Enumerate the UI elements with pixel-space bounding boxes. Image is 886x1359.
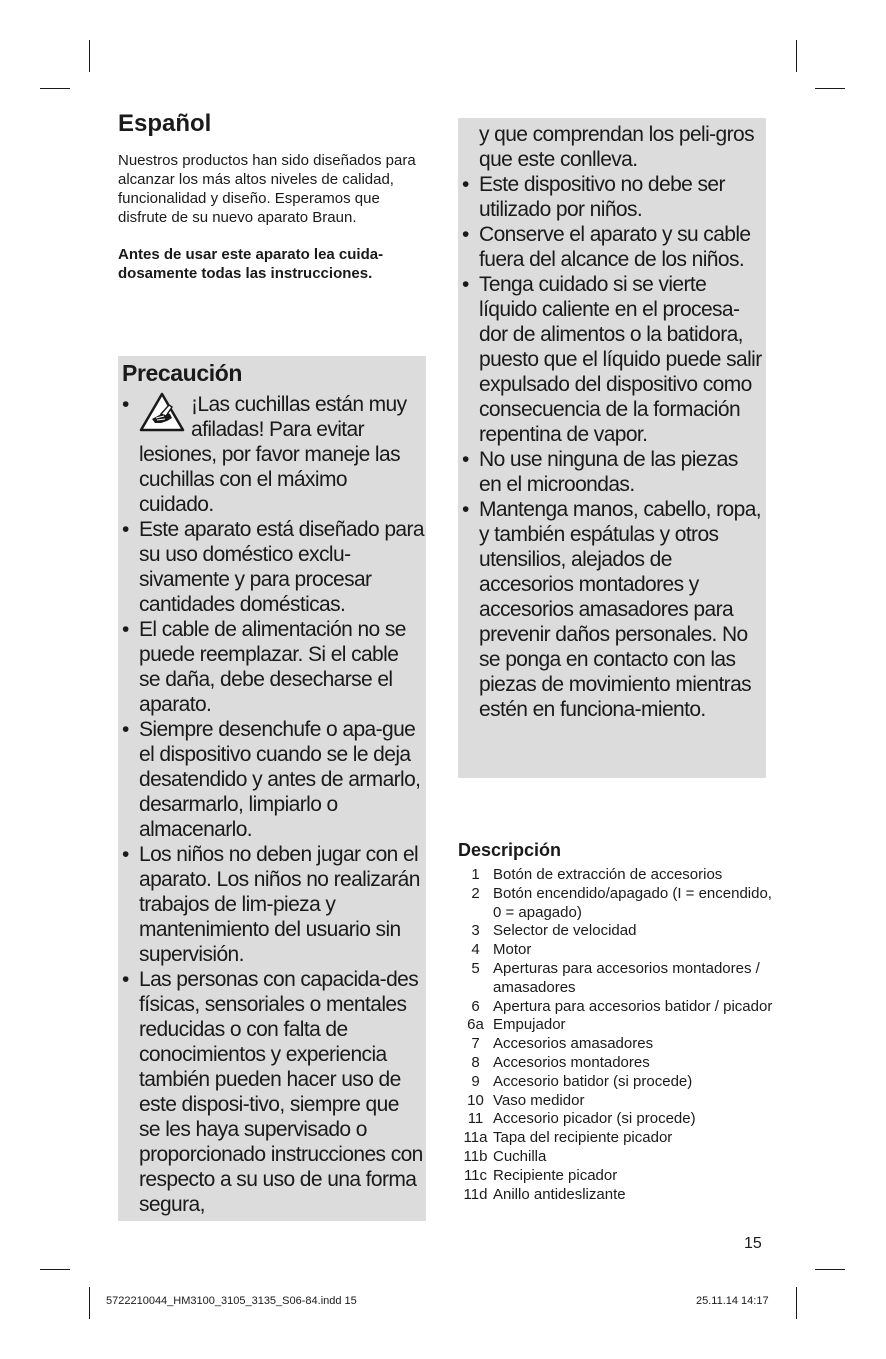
list-item-continuation	[462, 122, 764, 172]
caution-text: Mantenga manos, cabello, ropa, y también espátulas y otros utensilios, alejados de accesorios montadores y accesorios amasadores para prevenir daños personales. No se ponga en contacto con las piezas de movimiento mientras estén en funciona-miento.	[479, 498, 762, 721]
description-text: Botón de extracción de accesorios	[493, 866, 723, 883]
description-row	[458, 1073, 778, 1092]
description-row	[458, 885, 778, 923]
caution-title: Precaución	[122, 360, 242, 386]
crop-mark	[815, 88, 845, 89]
description-number: 5	[471, 959, 480, 977]
list-item	[462, 272, 764, 447]
description-text: Accesorios amasadores	[493, 1035, 654, 1053]
crop-mark	[89, 40, 90, 72]
intro-bold-paragraph: Antes de usar este aparato lea cuida-dosamente todas las instrucciones.	[118, 245, 384, 282]
list-item	[122, 842, 424, 967]
intro-section	[118, 110, 426, 283]
description-row	[458, 1110, 778, 1129]
caution-text: Tenga cuidado si se vierte líquido caliente en el procesa-dor de alimentos o la batidora, puesto que el líquido puede salir expulsado del dispositivo como consecuencia de la formación repentina de vapor.	[479, 273, 762, 446]
description-row	[458, 960, 778, 998]
crop-mark	[40, 1269, 70, 1270]
crop-mark	[815, 1269, 845, 1270]
description-text: Accesorios montadores	[493, 1053, 650, 1071]
description-text: Empujador	[493, 1016, 566, 1034]
list-item	[122, 392, 424, 517]
list-item	[122, 967, 424, 1217]
description-number: 1	[471, 866, 480, 883]
description-text: Aperturas para accesorios montadores / amasadores	[493, 959, 760, 996]
caution-list-right	[462, 122, 764, 722]
list-item	[122, 517, 424, 617]
description-number: 3	[471, 922, 480, 940]
description-number: 9	[471, 1072, 480, 1090]
description-text: Recipiente picador	[493, 1166, 618, 1184]
caution-text: Las personas con capacida-des físicas, sensoriales o mentales reducidas o con falta de conocimientos y experiencia también pueden hacer uso de este disposi-tivo, siempre que se les haya supervisado o proporcionado instrucciones con respecto a su uso de una forma segura,	[139, 968, 423, 1216]
list-item	[462, 447, 764, 497]
caution-text: Los niños no deben jugar con el aparato. Los niños no realizarán trabajos de lim-pieza y mantenimiento del usuario sin supervisión.	[139, 843, 420, 966]
description-row	[458, 866, 778, 885]
list-item	[462, 497, 764, 722]
caution-list-left	[122, 392, 424, 1217]
caution-text: Este dispositivo no debe ser utilizado por niños.	[479, 173, 725, 221]
description-number: 2	[471, 884, 480, 902]
footer-date: 25.11.14 14:17	[696, 1295, 769, 1307]
description-text: Selector de velocidad	[493, 922, 637, 940]
caution-text: y que comprendan los peli-gros que este conlleva.	[479, 123, 754, 171]
description-row	[458, 1016, 778, 1035]
list-item	[122, 617, 424, 717]
caution-text: No use ninguna de las piezas en el microondas.	[479, 448, 738, 496]
description-row	[458, 1167, 778, 1186]
description-number: 7	[471, 1035, 480, 1053]
description-number: 11a	[463, 1129, 488, 1147]
page-number: 15	[744, 1235, 762, 1252]
caution-text: Siempre desenchufe o apa-gue el dispositivo cuando se le deja desatendido y antes de armarlo, desarmarlo, limpiarlo o almacenarlo.	[139, 718, 421, 841]
description-number: 4	[471, 941, 480, 959]
crop-mark	[40, 88, 70, 89]
list-item	[462, 222, 764, 272]
intro-paragraph: Nuestros productos han sido diseñados para alcanzar los más altos niveles de calidad, funcionalidad y diseño. Esperamos que disfrute de su nuevo aparato Braun.	[118, 151, 416, 226]
caution-text: El cable de alimentación no se puede reemplazar. Si el cable se daña, debe desecharse el aparato.	[139, 618, 406, 716]
description-row	[458, 1186, 778, 1205]
description-row	[458, 1035, 778, 1054]
description-text: Cuchilla	[493, 1147, 547, 1165]
description-number: 6	[471, 997, 480, 1015]
description-title: Descripción	[458, 840, 562, 860]
description-number: 10	[467, 1091, 484, 1109]
description-row	[458, 1129, 778, 1148]
description-text: Botón encendido/apagado (I = encendido, 0 = apagado)	[493, 884, 772, 921]
warning-wrap	[139, 392, 424, 517]
description-text: Accesorio batidor (si procede)	[493, 1072, 693, 1090]
description-number: 11c	[463, 1166, 488, 1184]
description-number: 11b	[463, 1147, 488, 1165]
description-text: Vaso medidor	[493, 1091, 585, 1109]
caution-text: Conserve el aparato y su cable fuera del alcance de los niños.	[479, 223, 751, 271]
description-number: 11d	[463, 1185, 488, 1203]
description-text: Accesorio picador (si procede)	[493, 1110, 696, 1128]
description-row	[458, 1148, 778, 1167]
description-number: 6a	[467, 1016, 484, 1034]
crop-mark	[796, 1287, 797, 1319]
crop-mark	[89, 1287, 90, 1319]
description-number: 8	[471, 1053, 480, 1071]
list-item	[122, 717, 424, 842]
description-row	[458, 941, 778, 960]
description-number: 11	[467, 1110, 484, 1128]
description-text: Motor	[493, 941, 532, 959]
footer-file: 5722210044_HM3100_3105_3135_S06-84.indd 15	[106, 1295, 357, 1307]
description-row	[458, 1092, 778, 1111]
description-text: Anillo antideslizante	[493, 1185, 626, 1203]
description-row	[458, 998, 778, 1017]
description-row	[458, 1054, 778, 1073]
crop-mark	[796, 40, 797, 72]
description-row	[458, 922, 778, 941]
hand-blade-warning-icon	[139, 392, 185, 432]
caution-text: ¡Las cuchillas están muy afiladas! Para evitar lesiones, por favor maneje las cuchillas con el máximo cuidado.	[139, 393, 407, 516]
caution-text: Este aparato está diseñado para su uso doméstico exclu-sivamente y para procesar cantidades domésticas.	[139, 518, 424, 616]
description-text: Tapa del recipiente picador	[493, 1129, 673, 1147]
section-title: Español	[118, 110, 212, 137]
description-list	[458, 866, 778, 1204]
list-item	[462, 172, 764, 222]
description-text: Apertura para accesorios batidor / picador	[493, 997, 773, 1015]
